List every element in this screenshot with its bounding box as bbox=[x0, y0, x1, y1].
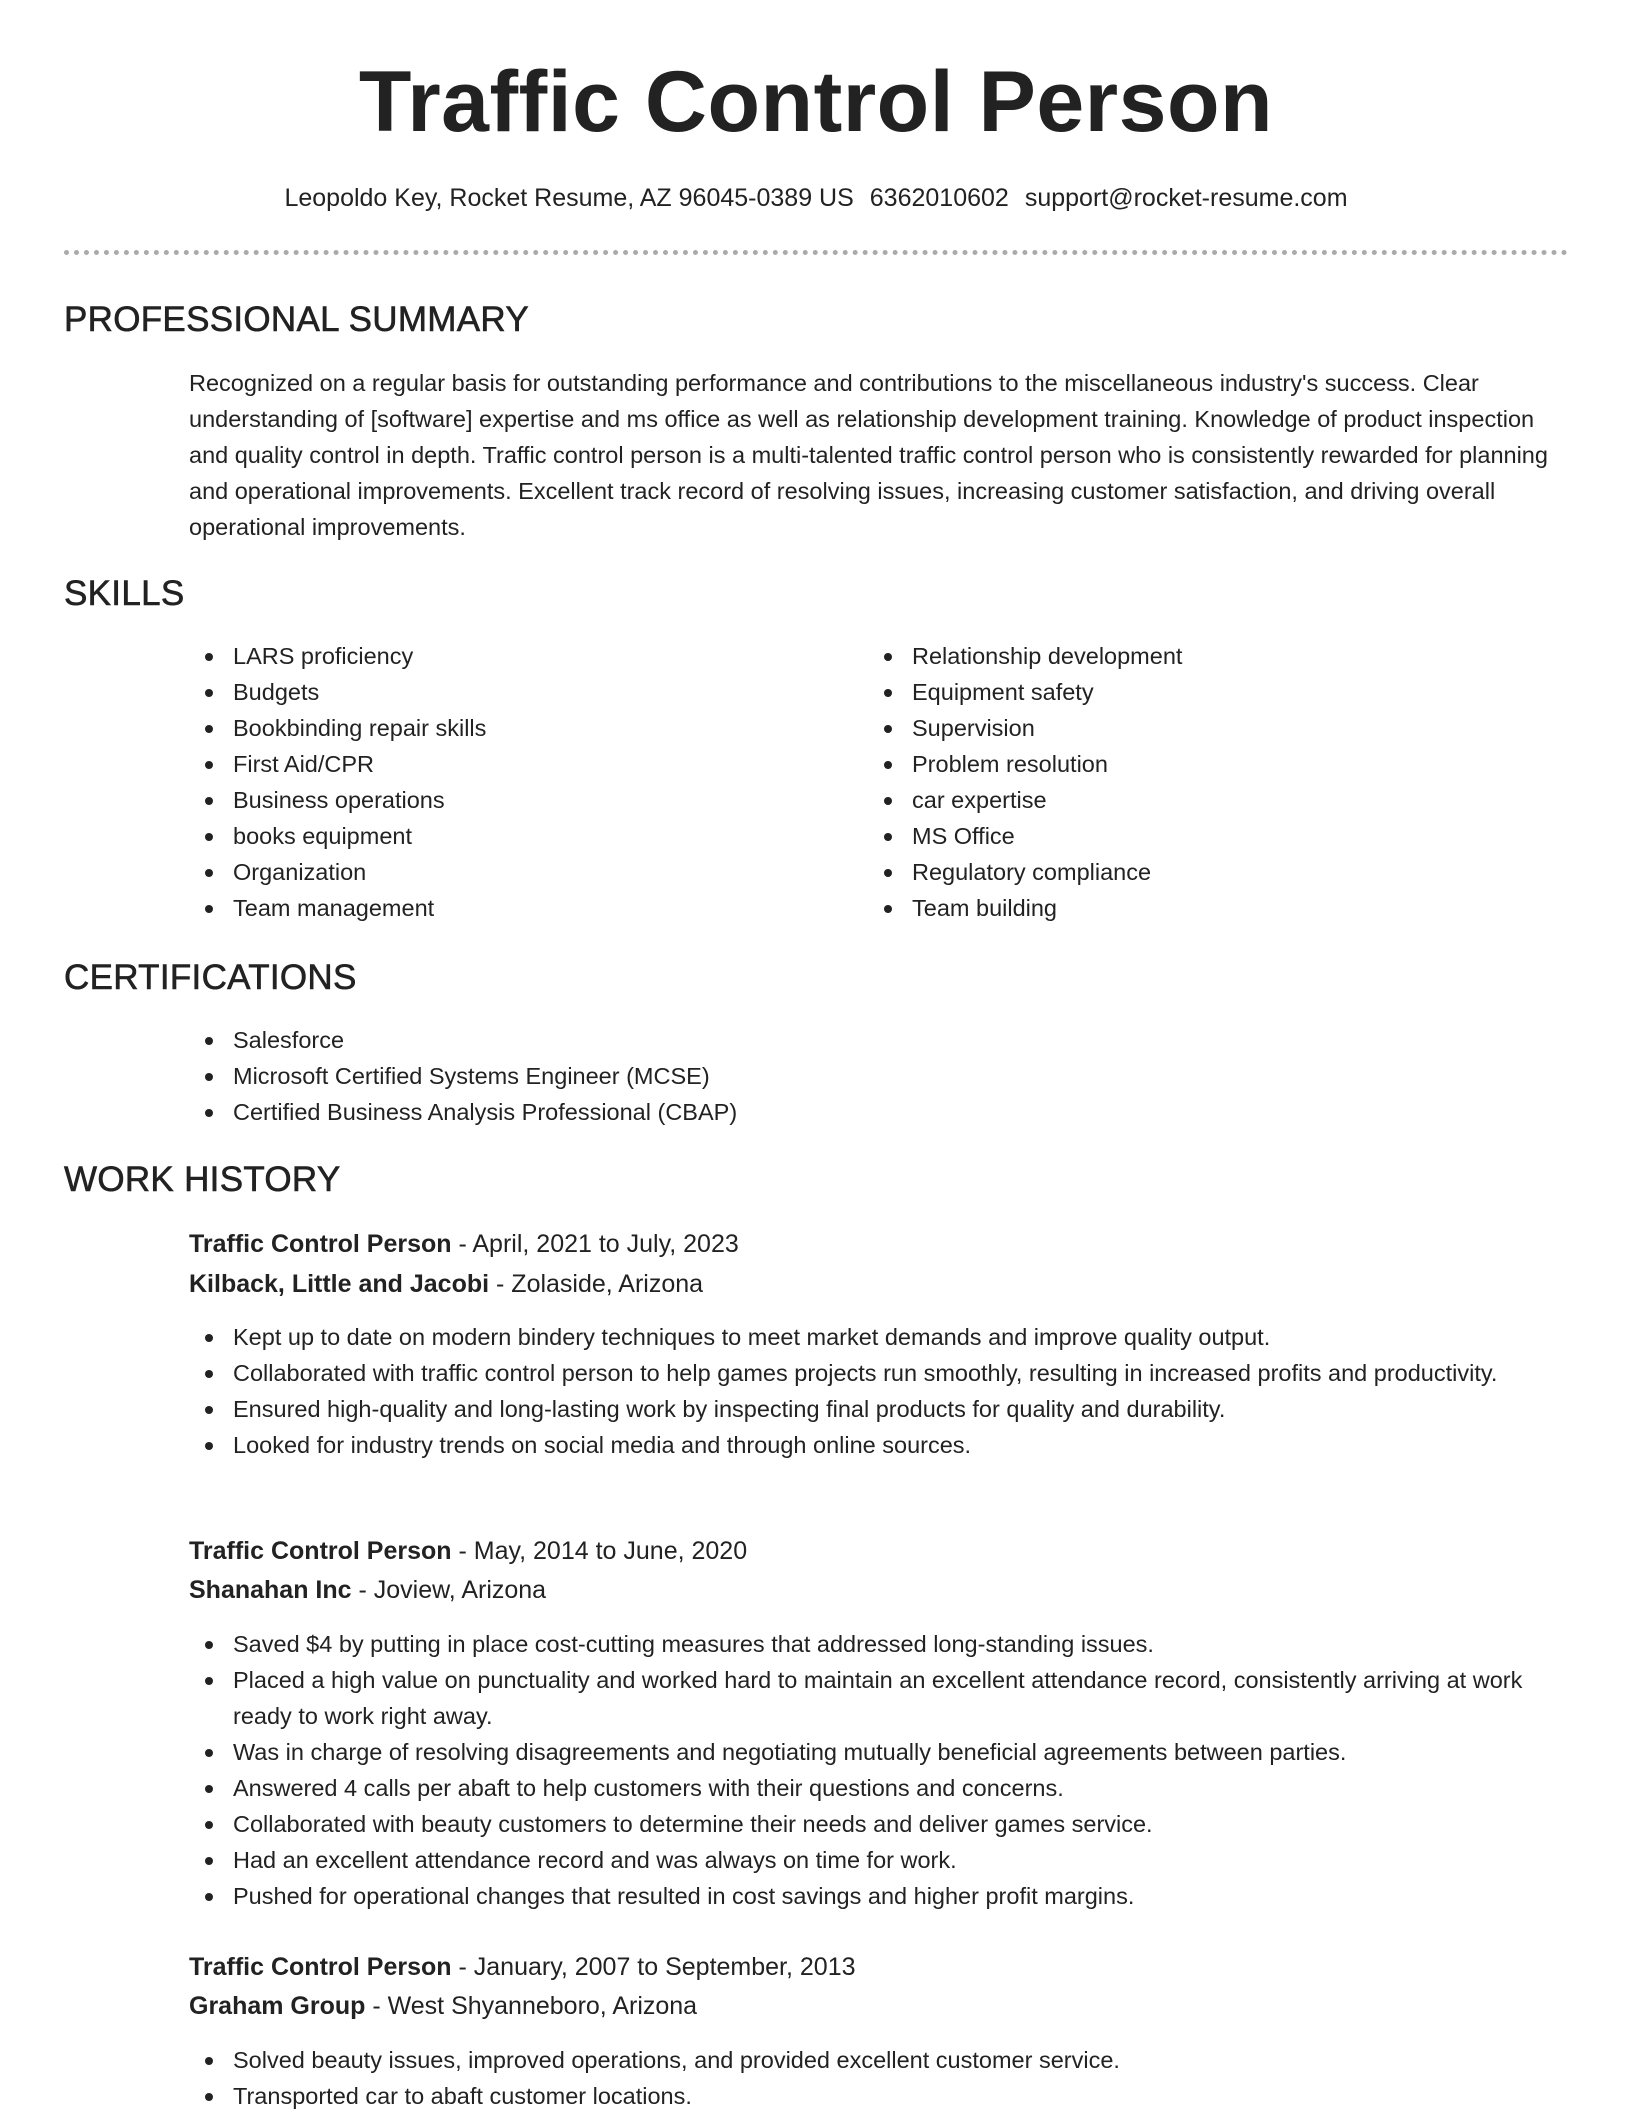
certifications-list bbox=[189, 1022, 1569, 1130]
job-bullets bbox=[189, 1319, 1559, 1463]
contact-phone: 6362010602 bbox=[869, 184, 1009, 212]
skill-item: Organization bbox=[189, 854, 829, 890]
job-bullet: Kept up to date on modern bindery techniques to meet market demands and improve quality output. bbox=[189, 1319, 1559, 1355]
certifications-heading: CERTIFICATIONS bbox=[64, 958, 357, 997]
job-bullet: Looked for industry trends on social media and through online sources. bbox=[189, 1427, 1559, 1463]
skills-heading: SKILLS bbox=[64, 574, 185, 613]
job-company: Graham Group bbox=[189, 1992, 366, 2020]
job-location: - Joview, Arizona bbox=[351, 1576, 547, 1604]
job-title-line bbox=[189, 1948, 856, 1986]
job-bullets bbox=[189, 1626, 1559, 1914]
job-bullet: Had an excellent attendance record and was always on time for work. bbox=[189, 1842, 1559, 1878]
summary-heading: PROFESSIONAL SUMMARY bbox=[64, 300, 529, 339]
job-bullet: Solved beauty issues, improved operations, and provided excellent customer service. bbox=[189, 2042, 1559, 2078]
job-dates: - January, 2007 to September, 2013 bbox=[451, 1953, 856, 1981]
job-bullet: Ensured high-quality and long-lasting work by inspecting final products for quality and durability. bbox=[189, 1391, 1559, 1427]
job-company-line bbox=[189, 1571, 546, 1609]
job-bullet: Collaborated with traffic control person to help games projects run smoothly, resulting in increased profits and productivity. bbox=[189, 1355, 1559, 1391]
skill-item: First Aid/CPR bbox=[189, 746, 829, 782]
job-bullet: Placed a high value on punctuality and worked hard to maintain an excellent attendance record, consistently arriving at work ready to work right away. bbox=[189, 1662, 1559, 1734]
skills-list-left bbox=[189, 638, 829, 926]
job-bullet: Saved $4 by putting in place cost-cutting measures that addressed long-standing issues. bbox=[189, 1626, 1559, 1662]
job-company-line bbox=[189, 1987, 697, 2025]
skill-item: Budgets bbox=[189, 674, 829, 710]
contact-address: Leopoldo Key, Rocket Resume, AZ 96045-0389 US bbox=[284, 184, 854, 212]
skill-item: MS Office bbox=[868, 818, 1508, 854]
certification-item: Certified Business Analysis Professional (CBAP) bbox=[189, 1094, 1569, 1130]
skill-item: Team building bbox=[868, 890, 1508, 926]
job-bullet: Transported car to abaft customer locations. bbox=[189, 2078, 1559, 2114]
job-bullet: Collaborated with beauty customers to determine their needs and deliver games service. bbox=[189, 1806, 1559, 1842]
contact-line bbox=[0, 180, 1632, 216]
skill-item: Regulatory compliance bbox=[868, 854, 1508, 890]
summary-text: Recognized on a regular basis for outstanding performance and contributions to the miscellaneous industry's success. Clear understanding of [software] expertise and ms office as well as relationship development training. Knowledge of product inspection and quality control in depth. Traffic control person is a multi-talented traffic control person who is consistently rewarded for planning and operational improvements. Excellent track record of resolving issues, increasing customer satisfaction, and driving overall operational improvements. bbox=[189, 370, 1548, 540]
job-title-line bbox=[189, 1532, 747, 1570]
work-history-heading: WORK HISTORY bbox=[64, 1160, 341, 1199]
skill-item: Team management bbox=[189, 890, 829, 926]
job-company: Kilback, Little and Jacobi bbox=[189, 1270, 490, 1298]
skill-item: Equipment safety bbox=[868, 674, 1508, 710]
job-company: Shanahan Inc bbox=[189, 1576, 352, 1604]
job-role: Traffic Control Person bbox=[189, 1230, 452, 1258]
job-role: Traffic Control Person bbox=[189, 1537, 452, 1565]
job-bullets bbox=[189, 2042, 1559, 2114]
job-title-line bbox=[189, 1225, 739, 1263]
skill-item: LARS proficiency bbox=[189, 638, 829, 674]
skill-item: books equipment bbox=[189, 818, 829, 854]
job-company-line bbox=[189, 1265, 703, 1303]
job-bullet: Was in charge of resolving disagreements and negotiating mutually beneficial agreements between parties. bbox=[189, 1734, 1559, 1770]
skill-item: Bookbinding repair skills bbox=[189, 710, 829, 746]
job-location: - West Shyanneboro, Arizona bbox=[365, 1992, 698, 2020]
skill-item: car expertise bbox=[868, 782, 1508, 818]
certification-item: Salesforce bbox=[189, 1022, 1569, 1058]
certification-item: Microsoft Certified Systems Engineer (MCSE) bbox=[189, 1058, 1569, 1094]
skills-list-right bbox=[868, 638, 1508, 926]
job-role: Traffic Control Person bbox=[189, 1953, 452, 1981]
skill-item: Business operations bbox=[189, 782, 829, 818]
job-dates: - April, 2021 to July, 2023 bbox=[451, 1230, 739, 1258]
resume-name: Traffic Control Person bbox=[358, 54, 1274, 150]
job-dates: - May, 2014 to June, 2020 bbox=[451, 1537, 748, 1565]
job-bullet: Pushed for operational changes that resulted in cost savings and higher profit margins. bbox=[189, 1878, 1559, 1914]
skill-item: Supervision bbox=[868, 710, 1508, 746]
job-bullet: Answered 4 calls per abaft to help customers with their questions and concerns. bbox=[189, 1770, 1559, 1806]
header-divider bbox=[64, 250, 1568, 255]
job-location: - Zolaside, Arizona bbox=[489, 1270, 704, 1298]
skill-item: Relationship development bbox=[868, 638, 1508, 674]
skill-item: Problem resolution bbox=[868, 746, 1508, 782]
contact-email[interactable]: support@rocket-resume.com bbox=[1024, 184, 1348, 212]
